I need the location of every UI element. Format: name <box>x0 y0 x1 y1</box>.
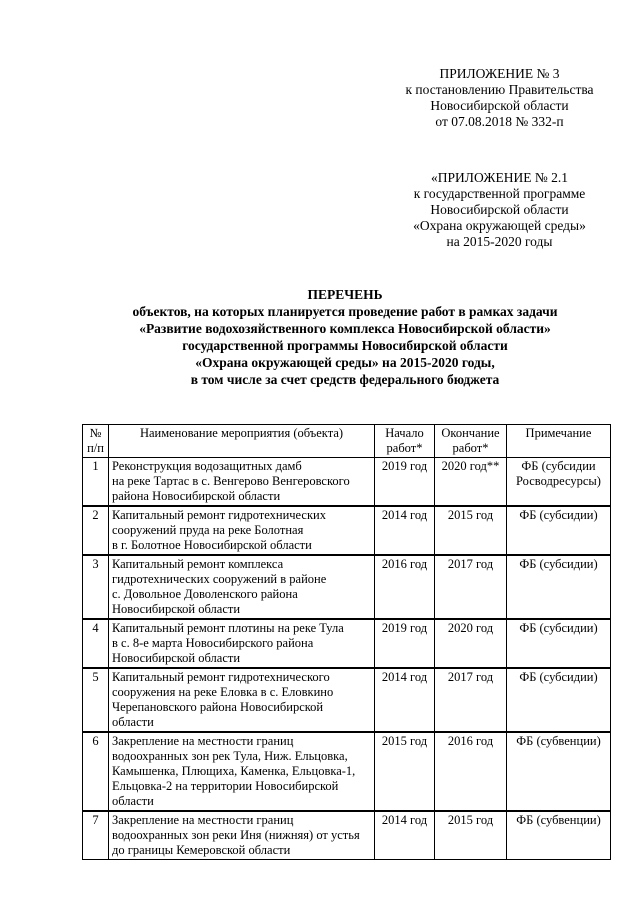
cell-end: 2015 год <box>435 811 507 860</box>
appendix-line: к постановлению Правительства <box>405 82 594 97</box>
cell-note: ФБ (субсидии) <box>507 619 611 668</box>
table-row <box>83 811 611 860</box>
title-line: «Развитие водохозяйственного комплекса Новосибирской области» <box>139 321 551 336</box>
cell-start: 2016 год <box>375 555 435 619</box>
title-line: государственной программы Новосибирской области <box>182 338 508 353</box>
table-row <box>83 732 611 811</box>
cell-note: ФБ (субсидии) <box>507 555 611 619</box>
cell-name: Закрепление на местности границ водоохранных зон реки Иня (нижняя) от устья до границы Кемеровской области <box>109 811 375 860</box>
cell-note: ФБ (субсидии) <box>507 668 611 732</box>
cell-num: 6 <box>83 732 109 811</box>
cell-start: 2014 год <box>375 506 435 555</box>
title-line: в том числе за счет средств федерального бюджета <box>190 372 500 387</box>
cell-start: 2019 год <box>375 458 435 507</box>
header-start: Начало работ* <box>375 425 435 458</box>
cell-start: 2015 год <box>375 732 435 811</box>
title-line: «Охрана окружающей среды» на 2015-2020 годы, <box>195 355 495 370</box>
table-row <box>83 555 611 619</box>
cell-name: Реконструкция водозащитных дамб на реке Тартас в с. Венгерово Венгеровского района Новосибирской области <box>109 458 375 507</box>
appendix-line: на 2015-2020 годы <box>446 234 553 249</box>
title-line: ПЕРЕЧЕНЬ <box>307 287 383 302</box>
cell-end: 2017 год <box>435 668 507 732</box>
cell-note: ФБ (субвенции) <box>507 811 611 860</box>
cell-start: 2014 год <box>375 811 435 860</box>
appendix-line: Новосибирской области <box>430 202 569 217</box>
appendix-line: «Охрана окружающей среды» <box>413 218 586 233</box>
appendix-line: ПРИЛОЖЕНИЕ № 3 <box>439 66 560 81</box>
table-header-row <box>83 425 611 458</box>
cell-num: 3 <box>83 555 109 619</box>
cell-end: 2017 год <box>435 555 507 619</box>
cell-end: 2020 год** <box>435 458 507 507</box>
appendix-3-header <box>392 66 607 130</box>
cell-num: 2 <box>83 506 109 555</box>
cell-start: 2014 год <box>375 668 435 732</box>
cell-start: 2019 год <box>375 619 435 668</box>
cell-note: ФБ (субсидии Росводресурсы) <box>507 458 611 507</box>
cell-num: 1 <box>83 458 109 507</box>
table-row <box>83 458 611 507</box>
header-note: Примечание <box>507 425 611 458</box>
table-row <box>83 506 611 555</box>
title-line: объектов, на которых планируется проведение работ в рамках задачи <box>132 304 558 319</box>
appendix-line: от 07.08.2018 № 332-п <box>435 114 564 129</box>
cell-end: 2020 год <box>435 619 507 668</box>
cell-end: 2015 год <box>435 506 507 555</box>
cell-name: Капитальный ремонт комплекса гидротехнических сооружений в районе с. Довольное Доволенского района Новосибирской области <box>109 555 375 619</box>
appendix-line: «ПРИЛОЖЕНИЕ № 2.1 <box>431 170 568 185</box>
appendix-line: к государственной программе <box>413 186 586 201</box>
table-row <box>83 619 611 668</box>
cell-name: Капитальный ремонт гидротехнического сооружения на реке Еловка в с. Еловкино Черепановского района Новосибирской области <box>109 668 375 732</box>
cell-end: 2016 год <box>435 732 507 811</box>
cell-name: Капитальный ремонт плотины на реке Тула в с. 8-е марта Новосибирского района Новосибирской области <box>109 619 375 668</box>
cell-num: 5 <box>83 668 109 732</box>
cell-num: 4 <box>83 619 109 668</box>
header-name: Наименование мероприятия (объекта) <box>109 425 375 458</box>
cell-num: 7 <box>83 811 109 860</box>
appendix-2-1-header <box>392 170 607 250</box>
document-title <box>80 286 610 388</box>
cell-name: Капитальный ремонт гидротехнических сооружений пруда на реке Болотная в г. Болотное Новосибирской области <box>109 506 375 555</box>
objects-table <box>82 424 611 860</box>
header-end: Окончание работ* <box>435 425 507 458</box>
header-num: № п/п <box>83 425 109 458</box>
table-row <box>83 668 611 732</box>
cell-name: Закрепление на местности границ водоохранных зон рек Тула, Ниж. Ельцовка, Камышенка, Плющиха, Каменка, Ельцовка-1, Ельцовка-2 на территории Новосибирской области <box>109 732 375 811</box>
appendix-line: Новосибирской области <box>430 98 569 113</box>
cell-note: ФБ (субвенции) <box>507 732 611 811</box>
cell-note: ФБ (субсидии) <box>507 506 611 555</box>
